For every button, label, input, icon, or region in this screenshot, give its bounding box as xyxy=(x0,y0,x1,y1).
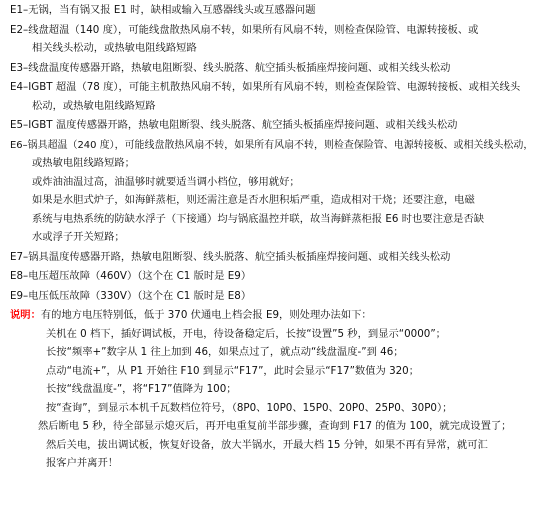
note-intro: 有的地方电压特别低，低于 370 伏通电上档会报 E9，则处理办法如下： xyxy=(40,309,372,321)
e3-line: E3–线盘温度传感器开路，热敏电阻断裂、线头脱落、航空插头板插座焊接问题、或相关线头松动 xyxy=(10,61,451,74)
note-step-1: 关机在 0 档下，插好调试板，开电，待设备稳定后，长按“设置”5 秒，到显示“0000”； xyxy=(46,327,446,340)
note-step-3: 点动“电流+”，从 P1 开始往 F10 到显示“F17”，此时会显示“F17”数值为 320； xyxy=(46,364,420,377)
e2-line: E2–线盘超温（140 度），可能线盘散热风扇不转，如果所有风扇不转，则检查保险管、电源转接板、或 xyxy=(10,23,479,36)
e6-steamer-line: 如果是水胆式炉子，如海鲜蒸柜，则还需注意是否水胆积垢严重，造成相对干烧；还要注意，电磁 xyxy=(32,194,475,206)
e7-line: E7–锅具温度传感器开路，热敏电阻断裂、线头脱落、航空插头板插座焊接问题、或相关线头松动 xyxy=(10,250,451,263)
e9-line: E9–电压低压故障（330V）（这个在 C1 版时是 E8） xyxy=(10,289,252,302)
e4-line-continued: 松动，或热敏电阻线路短路 xyxy=(32,99,156,112)
e5-line: E5–IGBT 温度传感器开路，热敏电阻断裂、线头脱落、航空插头板插座焊接问题、或相关线头松动 xyxy=(10,119,458,131)
note-intro-line xyxy=(10,309,532,322)
note-step-5: 按“查询”，到显示本机千瓦数档位符号，（8P0、10P0、15P0、20P0、25P0、30P0）； xyxy=(46,401,453,414)
e6-steamer-line-2: 系统与电热系统的防缺水浮子（下接通）均与锅底温控并联，故当海鲜蒸柜报 E6 时也要注意是否缺 xyxy=(32,212,485,225)
e6-line-continued: 或热敏电阻线路短路； xyxy=(32,157,135,169)
note-label: 说明： xyxy=(10,309,41,321)
e2-line-continued: 相关线头松动，或热敏电阻线路短路 xyxy=(32,42,197,54)
note-step-8: 报客户并离开！ xyxy=(46,457,119,469)
note-step-7: 然后关电，拔出调试板，恢复好设备，放大半锅水，开最大档 15 分钟，如果不再有异常，就可汇 xyxy=(46,438,488,451)
note-step-4: 长按“线盘温度-”，将“F17”值降为 100； xyxy=(46,383,237,395)
e1-line: E1–无锅，当有锅又报 E1 时，缺相或输入互感器线头或互感器问题 xyxy=(10,4,316,16)
e4-line: E4–IGBT 超温（78 度），可能主机散热风扇不转，如果所有风扇不转，则检查保险管、电源转接板、或相关线头 xyxy=(10,81,521,93)
e6-steamer-line-3: 水或浮子开关短路； xyxy=(32,231,125,243)
e6-line: E6–锅具超温（240 度），可能线盘散热风扇不转，如果所有风扇不转，则检查保险管、电源转接板、或相关线头松动， xyxy=(10,139,534,151)
e6-oil-temp-line: 或炸油油温过高，油温够时就要适当调小档位，够用就好； xyxy=(32,175,300,188)
note-step-6: 然后断电 5 秒，待全部显示熄灭后，再开电重复前半部步骤，查询到 F17 的值为 100，就完成设置了； xyxy=(38,420,512,432)
e8-line: E8–电压超压故障（460V）（这个在 C1 版时是 E9） xyxy=(10,270,252,282)
note-step-2: 长按“频率+”数字从 1 往上加到 46，如果点过了，就点动“线盘温度-”到 46； xyxy=(46,346,404,358)
